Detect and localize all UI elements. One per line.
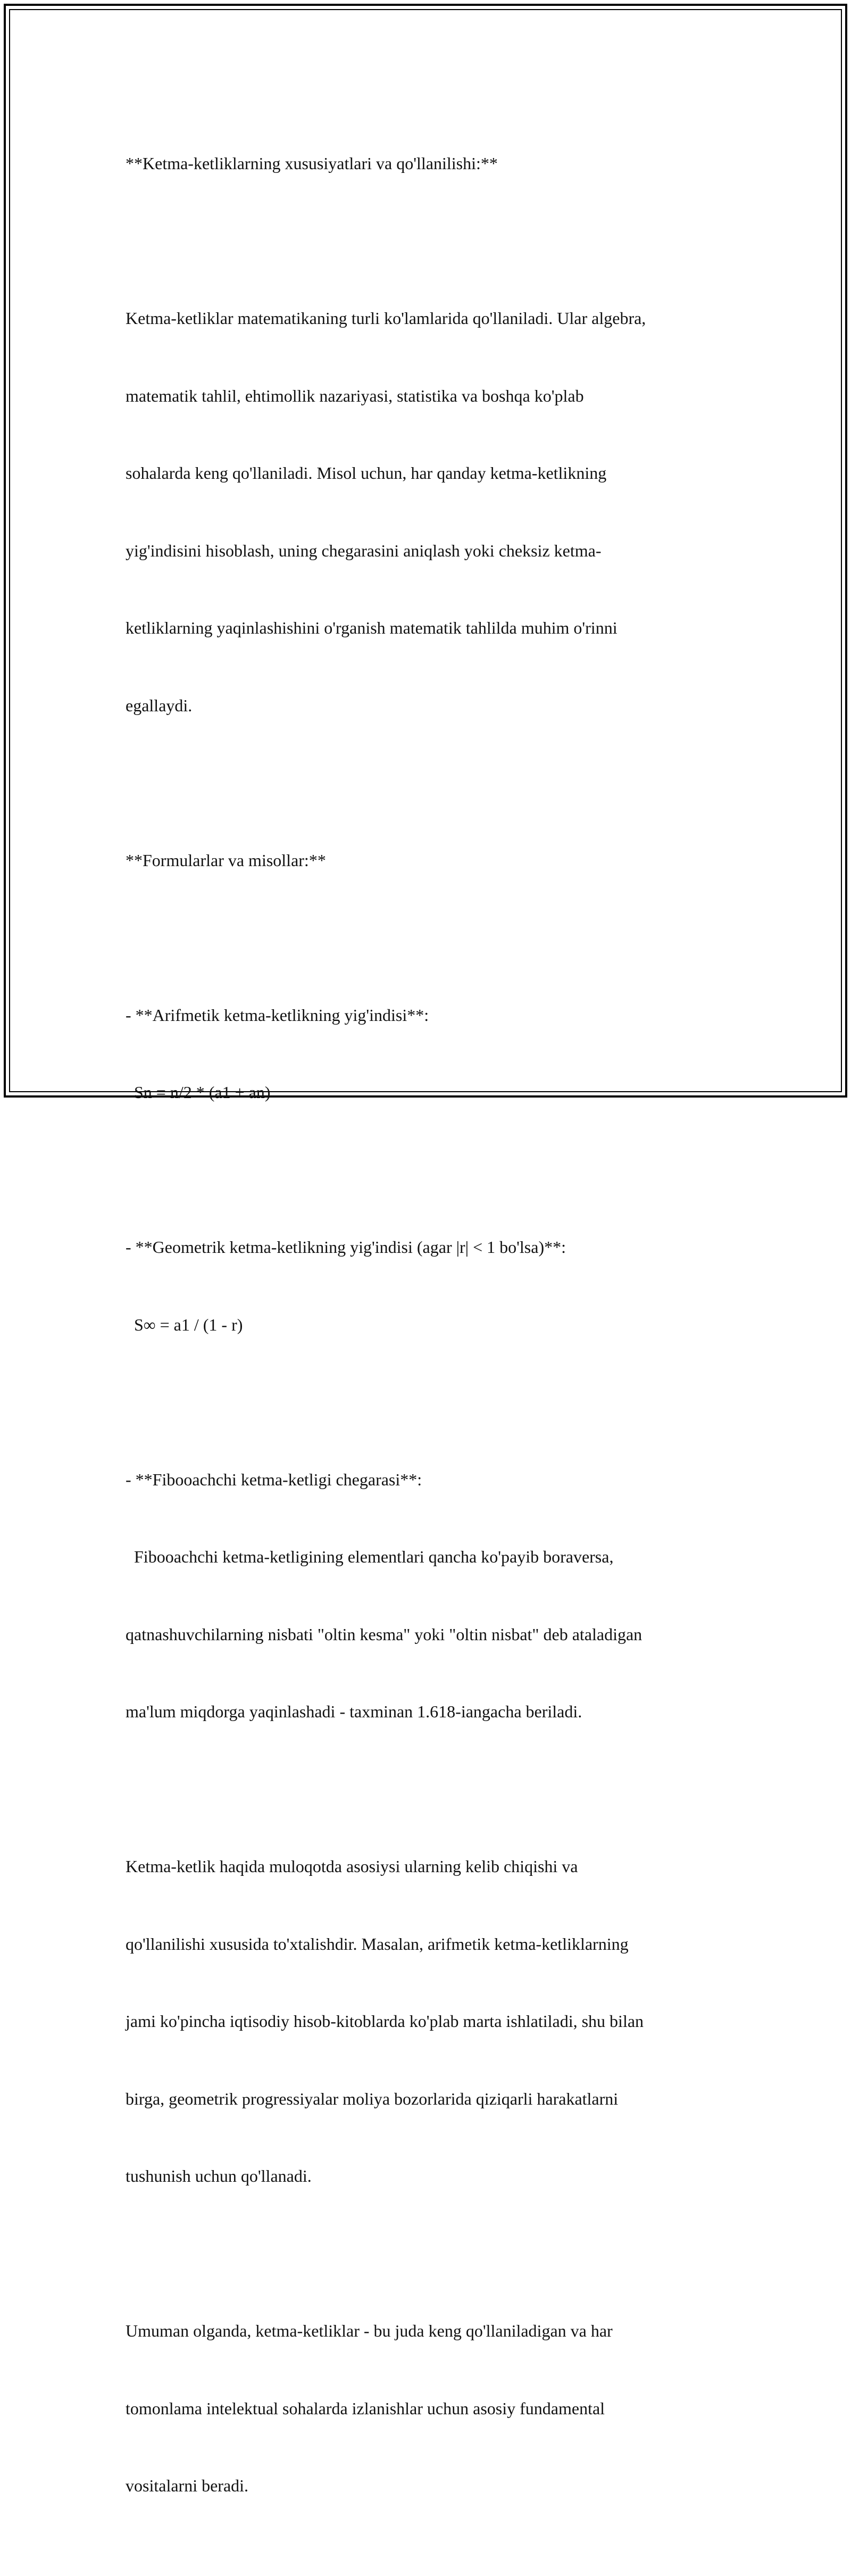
paragraph-line: egallaydi.	[126, 695, 193, 715]
list-item-title: - **Arifmetik ketma-ketlikning yig'indisi**:	[126, 1005, 429, 1025]
paragraph-line: Umuman olganda, ketma-ketliklar - bu juda keng qo'llaniladigan va har	[126, 2321, 613, 2340]
paragraph-line: birga, geometrik progressiyalar moliya bozorlarida qiziqarli harakatlarni	[126, 2089, 619, 2108]
heading-properties	[126, 99, 727, 228]
paragraph-line: tomonlama intelektual sohalarda izlanishlar uchun asosiy fundamental	[126, 2398, 605, 2418]
paragraph-discussion	[126, 1802, 727, 2241]
formula: S∞ = a1 / (1 - r)	[126, 1315, 243, 1334]
paragraph-line: Ketma-ketliklar matematikaning turli ko'lamlarida qo'llaniladi. Ular algebra,	[126, 309, 646, 328]
paragraph-line: Ketma-ketlik haqida muloqotda asosiysi ularning kelib chiqishi va	[126, 1857, 578, 1876]
heading-formulas-text: **Formularlar va misollar:**	[126, 850, 326, 870]
list-item-fibonacci	[126, 1415, 727, 1776]
document-body	[126, 99, 727, 2576]
heading-formulas	[126, 796, 727, 925]
list-item-title: - **Geometrik ketma-ketlikning yig'indisi (agar |r| < 1 bo'lsa)**:	[126, 1237, 566, 1257]
list-item-title: - **Fibooachchi ketma-ketligi chegarasi**:	[126, 1469, 422, 1489]
paragraph-line: sohalarda keng qo'llaniladi. Misol uchun, har qanday ketma-ketlikning	[126, 463, 607, 483]
heading-properties-text: **Ketma-ketliklarning xususiyatlari va qo'llanilishi:**	[126, 154, 498, 173]
paragraph-line: matematik tahlil, ehtimollik nazariyasi, statistika va boshqa ko'plab	[126, 386, 584, 405]
paragraph-line: tushunish uchun qo'llanadi.	[126, 2166, 312, 2186]
paragraph-line: jami ko'pincha iqtisodiy hisob-kitoblarda ko'plab marta ishlatiladi, shu bilan	[126, 2012, 644, 2031]
list-item-arithmetic	[126, 951, 727, 1157]
paragraph-line: qo'llanilishi xususida to'xtalishdir. Masalan, arifmetik ketma-ketliklarning	[126, 1934, 629, 1954]
list-item-geometric	[126, 1183, 727, 1389]
paragraph-line: ketliklarning yaqinlashishini o'rganish matematik tahlilda muhim o'rinni	[126, 618, 618, 637]
paragraph-line: vositalarni beradi.	[126, 2476, 249, 2495]
paragraph-intro	[126, 254, 727, 770]
paragraph-line: yig'indisini hisoblash, uning chegarasini aniqlash yoki cheksiz ketma-	[126, 541, 602, 560]
paragraph-conclusion	[126, 2266, 727, 2550]
paragraph-line: ma'lum miqdorga yaqinlashadi - taxminan 1.618-iangacha beriladi.	[126, 1702, 582, 1721]
paragraph-line: qatnashuvchilarning nisbati "oltin kesma" yoki "oltin nisbat" deb ataladigan	[126, 1624, 643, 1644]
paragraph-line: Fibooachchi ketma-ketligining elementlari qancha ko'payib boraversa,	[126, 1547, 614, 1566]
formula: Sn = n/2 * (a1 + an)	[126, 1083, 271, 1102]
